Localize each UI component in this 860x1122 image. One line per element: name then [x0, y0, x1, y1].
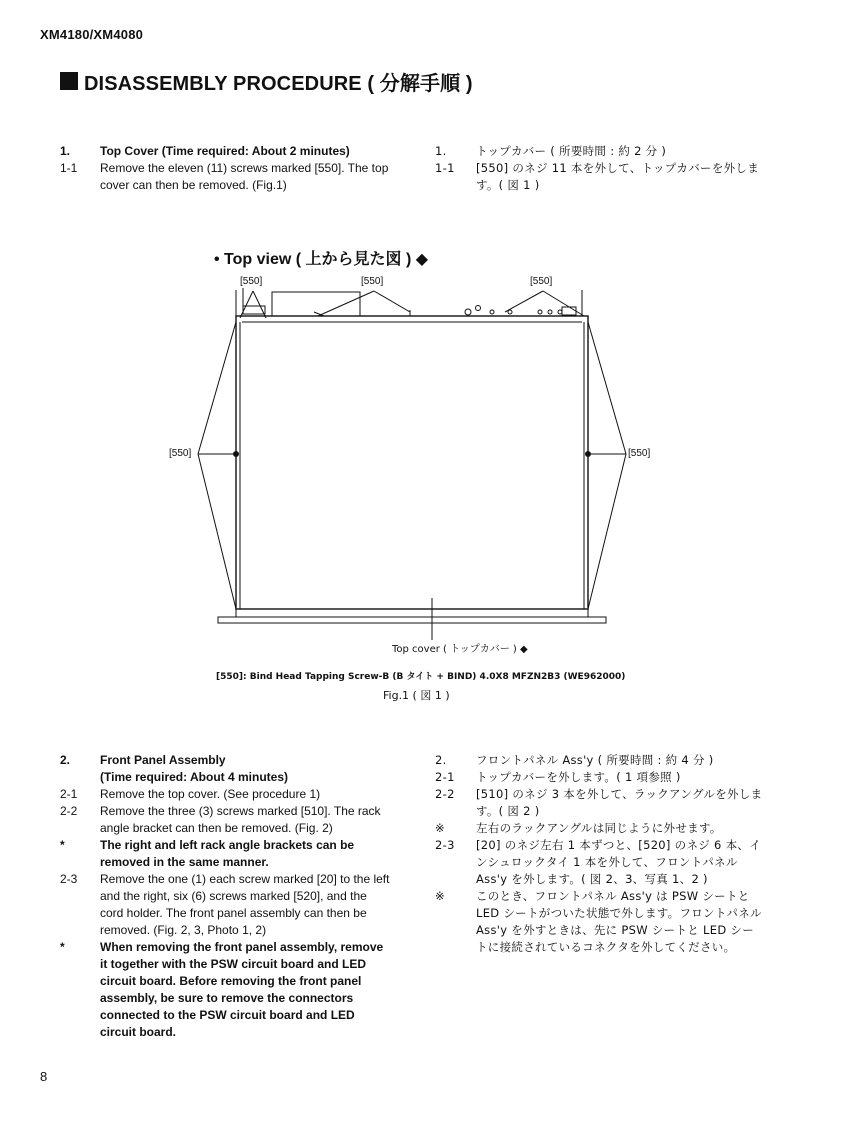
step-text: Remove the one (1) each screw marked [20] to the left and the right, six (6) screws marked [520], and the cord holder. The front panel assembly can then be removed. (Fig. 2, 3, Photo 1, 2)	[100, 872, 390, 937]
figure-caption: Fig.1 ( 図 1 )	[383, 689, 450, 702]
step-number: 2-1	[435, 770, 455, 784]
step-text: Remove the top cover. (See procedure 1)	[100, 787, 321, 801]
callout-label: [550]	[361, 276, 384, 287]
step-number: 2-3	[60, 872, 78, 886]
list-item	[435, 837, 765, 888]
step-text: このとき、フロントパネル Ass'y は PSW シートと LED シートがついた状態で外します。フロントパネル Ass'y を外すときは、先に PSW シートと LED シートに接続されているコネクタを外してください。	[476, 889, 762, 954]
step-number: 1-1	[435, 161, 455, 175]
step-number: 1.	[435, 144, 447, 158]
section1-english	[60, 143, 390, 194]
step-number: *	[60, 940, 65, 954]
callout-label: [550]	[240, 276, 263, 287]
list-item	[60, 803, 390, 837]
step-text: [510] のネジ 3 本を外して、ラックアングルを外します。( 図 2 )	[476, 787, 763, 818]
list-item	[435, 769, 765, 786]
step-number: *	[60, 838, 65, 852]
section2-english	[60, 752, 390, 1041]
step-number: 2-2	[60, 804, 78, 818]
step-text: Remove the three (3) screws marked [510]. The rack angle bracket can then be removed. (Fig. 2)	[100, 804, 381, 835]
list-item	[435, 160, 765, 194]
page-title	[60, 67, 473, 95]
list-item	[435, 888, 765, 956]
step-number: 2-3	[435, 838, 455, 852]
page-title-text: DISASSEMBLY PROCEDURE ( 分解手順 )	[84, 72, 473, 95]
step-number	[60, 769, 100, 786]
section1-japanese	[435, 143, 765, 194]
step-text: The right and left rack angle brackets can be removed in the same manner.	[100, 838, 355, 869]
step-number: ※	[435, 889, 445, 903]
step-number: 1.	[60, 144, 71, 158]
list-item	[60, 752, 390, 769]
list-item	[435, 752, 765, 769]
list-item	[435, 143, 765, 160]
step-number: 2-1	[60, 787, 78, 801]
step-text: フロントパネル Ass'y ( 所要時間 : 約 4 分 )	[476, 753, 714, 767]
step-text: (Time required: About 4 minutes)	[100, 770, 289, 784]
list-item	[60, 939, 390, 1041]
step-number: 1-1	[60, 161, 78, 175]
step-number: ※	[435, 821, 445, 835]
callout-label: [550]	[169, 448, 192, 459]
top-cover-label: Top cover ( トップカバー ) ◆	[392, 644, 528, 655]
top-view-drawing	[0, 230, 860, 710]
step-text: トップカバー ( 所要時間 : 約 2 分 )	[476, 144, 667, 158]
list-item	[60, 769, 390, 786]
step-text: トップカバーを外します。( 1 項参照 )	[476, 770, 681, 784]
step-number: 2.	[435, 753, 447, 767]
step-number: 2.	[60, 753, 71, 767]
list-item	[60, 143, 390, 160]
top-cover-outline	[236, 316, 588, 609]
step-text: 左右のラックアングルは同じように外せます。	[476, 821, 722, 835]
model-header: XM4180/XM4080	[40, 27, 144, 42]
list-item	[60, 871, 390, 939]
figure-1	[0, 230, 860, 710]
title-square-icon	[60, 72, 78, 90]
screw-note: [550]: Bind Head Tapping Screw-B (B タイト + BIND) 4.0X8 MFZN2B3 (WE962000)	[216, 672, 626, 682]
step-text: Remove the eleven (11) screws marked [550]. The top cover can then be removed. (Fig.1)	[100, 161, 389, 192]
list-item	[60, 837, 390, 871]
list-item	[60, 786, 390, 803]
list-item	[435, 820, 765, 837]
step-text: [550] のネジ 11 本を外して、トップカバーを外します。( 図 1 )	[476, 161, 760, 192]
step-text: Top Cover (Time required: About 2 minutes)	[100, 144, 350, 158]
figure-view-title: • Top view ( 上から見た図 ) ◆	[214, 251, 429, 268]
step-text: [20] のネジ左右 1 本ずつと、[520] のネジ 6 本、インシュロックタイ 1 本を外して、フロントパネル Ass'y を外します。( 図 2、3、写真 1、2 )	[476, 838, 761, 886]
callout-label: [550]	[628, 448, 651, 459]
section2-japanese	[435, 752, 765, 956]
step-text: Front Panel Assembly	[100, 753, 226, 767]
step-number: 2-2	[435, 787, 455, 801]
page-number: 8	[40, 1069, 48, 1084]
callout-label: [550]	[530, 276, 553, 287]
list-item	[435, 786, 765, 820]
list-item	[60, 160, 390, 194]
step-text: When removing the front panel assembly, remove it together with the PSW circuit board and LED circuit board. Before removing the front panel assembly, be sure to remove the connectors connected to the PSW circuit board and LED circuit board.	[100, 940, 384, 1039]
